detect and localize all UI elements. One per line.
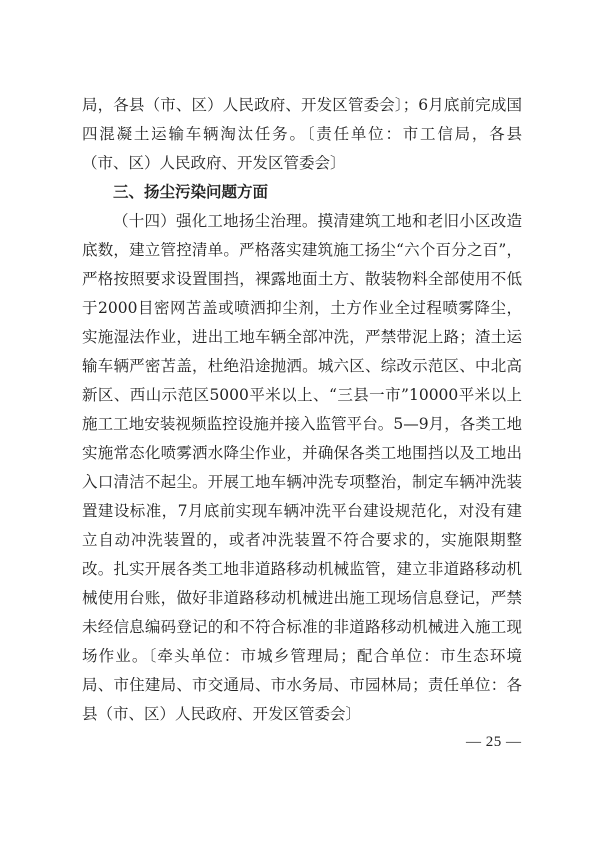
page-number: — 25 — bbox=[466, 734, 522, 750]
responsible-units-text: 配合单位：市生态环境局、市住建局、市交通局、市水务局、市园林局；责任单位：各县（市、区）人民政府、开发区管委会〕 bbox=[82, 647, 522, 723]
paragraph-dust-control bbox=[82, 207, 522, 729]
paragraph-continuation: 局，各县（市、区）人民政府、开发区管委会〕；6月底前完成国四混凝土运输车辆淘汰任务。〔责任单位：市工信局，各县（市、区）人民政府、开发区管委会〕 bbox=[82, 96, 522, 172]
section-heading: 三、扬尘污染问题方面 bbox=[113, 183, 269, 201]
subsection-title: （十四）强化工地扬尘治理。 bbox=[113, 212, 318, 230]
lead-unit-text: 〔牵头单位：市城乡管理局； bbox=[148, 647, 356, 665]
document-body bbox=[82, 91, 522, 729]
paragraph-body: 摸清建筑工地和老旧小区改造底数，建立管控清单。严格落实建筑施工扬尘“六个百分之百”，严格按照要求设置围挡，裸露地面土方、散装物料全部使用不低于2000目密网苫盖或喷洒抑尘剂，土方作业全过程喷雾降尘，实施湿法作业，进出工地车辆全部冲洗，严禁带泥上路；渣土运输车辆严密苫盖，杜绝沿途抛洒。城六区、综改示范区、中北高新区、西山示范区5000平米以上、“三县一市”10000平米以上施工工地安装视频监控设施并接入监管平台。5—9月，各类工地实施常态化喷雾洒水降尘作业，并确保各类工地围挡以及工地出入口清洁不起尘。开展工地车辆冲洗专项整治，制定车辆冲洗装置建设标准，7月底前实现车辆冲洗平台建设规范化，对没有建立自动冲洗装置的，或者冲洗装置不符合要求的，实施限期整改。扎实开展各类工地非道路移动机械监管，建立非道路移动机械使用台账，做好非道路移动机械进出施工现场信息登记，严禁未经信息编码登记的和不符合标准的非道路移动机械进入施工现场作业。 bbox=[82, 212, 522, 665]
